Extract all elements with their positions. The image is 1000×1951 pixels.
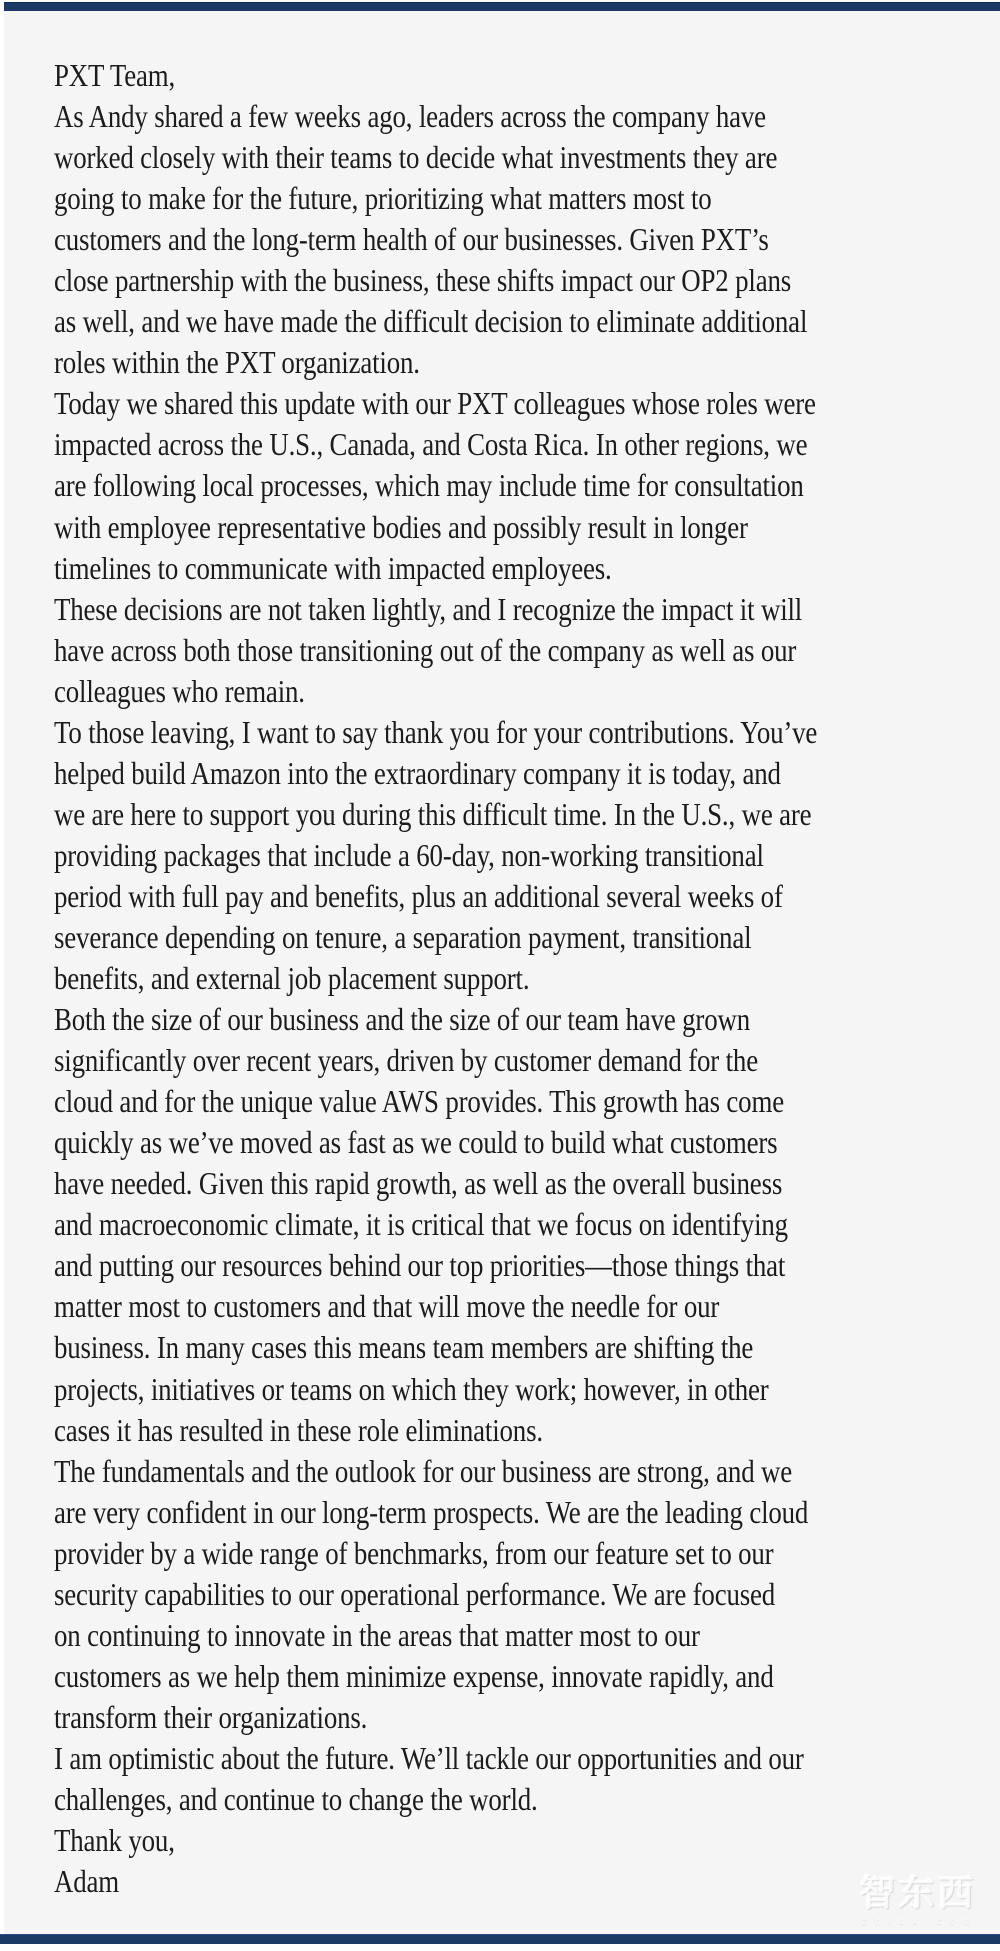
- memo-line: cloud and for the unique value AWS provides. This growth has come: [54, 1083, 784, 1120]
- memo-line: roles within the PXT organization.: [54, 344, 420, 381]
- memo-line: close partnership with the business, these shifts impact our OP2 plans: [54, 262, 792, 299]
- memo-line: we are here to support you during this difficult time. In the U.S., we are: [54, 795, 812, 832]
- memo-line: customers and the long-term health of our businesses. Given PXT’s: [54, 221, 769, 258]
- memo-line: These decisions are not taken lightly, and I recognize the impact it will: [54, 590, 803, 627]
- memo-line: The fundamentals and the outlook for our business are strong, and we: [54, 1452, 793, 1489]
- memo-line: Today we shared this update with our PXT colleagues whose roles were: [54, 385, 816, 422]
- memo-line: significantly over recent years, driven by customer demand for the: [54, 1042, 758, 1079]
- memo-line: I am optimistic about the future. We’ll tackle our opportunities and our: [54, 1739, 804, 1776]
- memo-body: [54, 55, 994, 1902]
- memo-card: [4, 11, 1000, 1934]
- memo-line: helped build Amazon into the extraordinary company it is today, and: [54, 754, 781, 791]
- memo-line: customers as we help them minimize expense, innovate rapidly, and: [54, 1657, 774, 1694]
- memo-line: projects, initiatives or teams on which they work; however, in other: [54, 1370, 769, 1407]
- memo-line: Both the size of our business and the size of our team have grown: [54, 1001, 751, 1038]
- memo-line: are very confident in our long-term prospects. We are the leading cloud: [54, 1493, 809, 1530]
- memo-line: worked closely with their teams to decide what investments they are: [54, 139, 778, 176]
- memo-line: security capabilities to our operational performance. We are focused: [54, 1575, 776, 1612]
- memo-line: with employee representative bodies and possibly result in longer: [54, 508, 748, 545]
- memo-line: have across both those transitioning out of the company as well as our: [54, 631, 797, 668]
- memo-line: have needed. Given this rapid growth, as well as the overall business: [54, 1165, 783, 1202]
- memo-line: business. In many cases this means team members are shifting the: [54, 1329, 754, 1366]
- memo-line: cases it has resulted in these role eliminations.: [54, 1411, 543, 1448]
- memo-line: colleagues who remain.: [54, 672, 305, 709]
- memo-line: matter most to customers and that will move the needle for our: [54, 1288, 720, 1325]
- memo-line: on continuing to innovate in the areas that matter most to our: [54, 1616, 700, 1653]
- memo-line: transform their organizations.: [54, 1698, 368, 1735]
- memo-line: To those leaving, I want to say thank you for your contributions. You’ve: [54, 713, 818, 750]
- memo-line: Adam: [54, 1863, 120, 1900]
- memo-line: are following local processes, which may include time for consultation: [54, 467, 804, 504]
- memo-line: providing packages that include a 60-day, non-working transitional: [54, 836, 764, 873]
- memo-line: going to make for the future, prioritizing what matters most to: [54, 180, 712, 217]
- memo-line: and macroeconomic climate, it is critical that we focus on identifying: [54, 1206, 788, 1243]
- memo-line: challenges, and continue to change the world.: [54, 1780, 538, 1817]
- top-border: [4, 2, 1000, 11]
- watermark-logo: 智东西: [859, 1873, 977, 1913]
- memo-line: provider by a wide range of benchmarks, from our feature set to our: [54, 1534, 774, 1571]
- memo-line: Thank you,: [54, 1822, 175, 1859]
- memo-line: benefits, and external job placement support.: [54, 960, 530, 997]
- memo-line: timelines to communicate with impacted employees.: [54, 549, 612, 586]
- watermark-domain: z h i d x . c o m: [862, 1916, 974, 1926]
- bottom-border: [0, 1934, 1000, 1944]
- memo-line: severance depending on tenure, a separation payment, transitional: [54, 918, 752, 955]
- memo-line: as well, and we have made the difficult decision to eliminate additional: [54, 303, 808, 340]
- memo-line: and putting our resources behind our top priorities—those things that: [54, 1247, 786, 1284]
- memo-line: period with full pay and benefits, plus an additional several weeks of: [54, 877, 783, 914]
- memo-line: impacted across the U.S., Canada, and Costa Rica. In other regions, we: [54, 426, 808, 463]
- memo-line: As Andy shared a few weeks ago, leaders across the company have: [54, 98, 766, 135]
- memo-line: quickly as we’ve moved as fast as we could to build what customers: [54, 1124, 778, 1161]
- memo-line: PXT Team,: [54, 57, 176, 93]
